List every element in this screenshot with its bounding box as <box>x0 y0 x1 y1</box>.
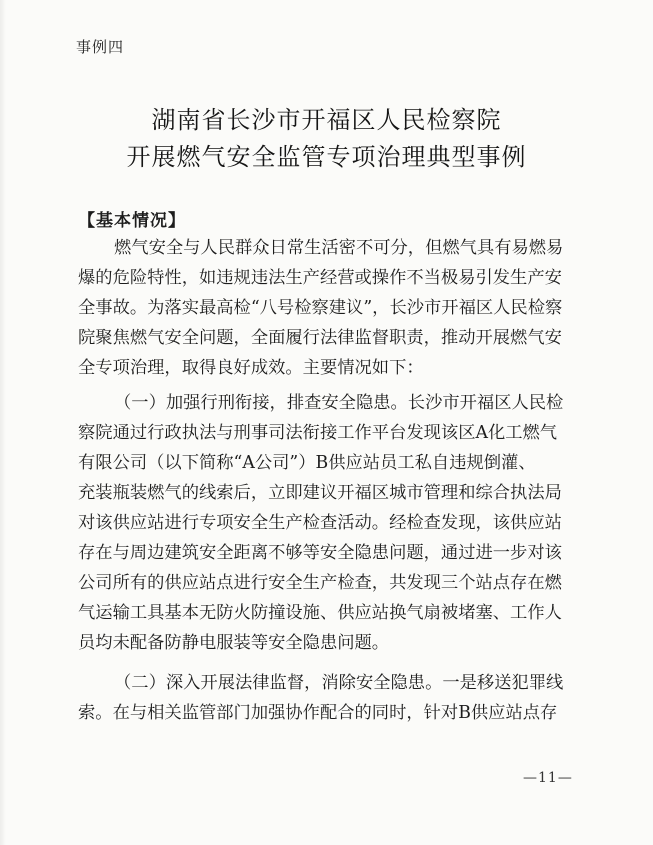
paragraph-line: 公司所有的供应站点进行安全生产检查，共发现三个站点存在燃 <box>78 573 562 593</box>
paragraph-line: 爆的危险特性，如违规违法生产经营或操作不当极易引发生产安 <box>78 268 562 288</box>
paragraph-line: （一）加强行刑衔接，排查安全隐患。长沙市开福区人民检 <box>114 393 564 413</box>
paragraph-line: 气运输工具基本无防火防撞设施、供应站换气扇被堵塞、工作人 <box>78 603 562 623</box>
paragraph-line: 燃气安全与人民群众日常生活密不可分，但燃气具有易燃易 <box>114 238 564 258</box>
page-number: —11— <box>523 770 573 786</box>
paragraph-line: 充装瓶装燃气的线索后，立即建议开福区城市管理和综合执法局 <box>78 483 562 503</box>
document-title-line-2: 开展燃气安全监管专项治理典型事例 <box>126 143 527 171</box>
paragraph-line: 存在与周边建筑安全距离不够等安全隐患问题，通过进一步对该 <box>78 543 562 563</box>
case-label: 事例四 <box>76 38 125 56</box>
paragraph-line: 院聚焦燃气安全问题，全面履行法律监督职责，推动开展燃气安 <box>78 328 562 348</box>
paragraph-line: 员均未配备防静电服装等安全隐患问题。 <box>78 633 390 653</box>
section-heading: 【基本情况】 <box>78 211 186 231</box>
paragraph-line: 有限公司（以下简称“A公司”）B供应站员工私自违规倒灌、 <box>78 453 536 473</box>
paragraph-line: （二）深入开展法律监督，消除安全隐患。一是移送犯罪线 <box>114 673 564 693</box>
paragraph-line: 全事故。为落实最高检“八号检察建议”，长沙市开福区人民检察 <box>78 298 563 318</box>
paragraph-line: 全专项治理，取得良好成效。主要情况如下： <box>78 358 424 378</box>
paragraph-line: 对该供应站进行专项安全生产检查活动。经检查发现，该供应站 <box>78 513 562 533</box>
paragraph-line: 察院通过行政执法与刑事司法衔接工作平台发现该区A化工燃气 <box>78 423 558 443</box>
document-title-line-1: 湖南省长沙市开福区人民检察院 <box>151 106 502 134</box>
paragraph-line: 索。在与相关监管部门加强协作配合的同时，针对B供应站点存 <box>78 703 558 723</box>
